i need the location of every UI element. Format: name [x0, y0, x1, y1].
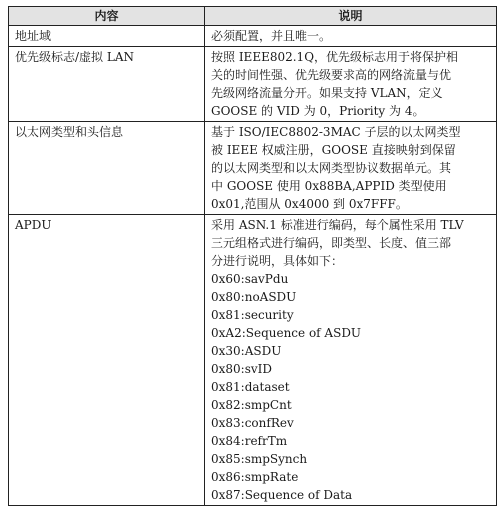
table-row-vlan — [9, 47, 497, 122]
desc-line: 0x81:dataset — [211, 380, 290, 394]
row-name: APDU — [15, 218, 52, 232]
desc-line: 采用 ASN.1 标准进行编码，每个属性采用 TLV — [211, 218, 464, 232]
desc-line: 0x85:smpSynch — [211, 452, 308, 466]
header-description: 说明 — [205, 7, 497, 26]
desc-line: 关的时间性强、优先级要求高的网络流量与优 — [211, 68, 452, 82]
desc-line: 基于 ISO/IEC8802-3MAC 子层的以太网类型 — [211, 125, 461, 139]
table-row-ethertype — [9, 122, 497, 215]
desc-line: 0x60:savPdu — [211, 272, 289, 286]
desc-line: 0x30:ASDU — [211, 344, 282, 358]
row-name: 优先级标志/虚拟 LAN — [15, 50, 134, 64]
header-content: 内容 — [9, 7, 205, 26]
row-desc-cell — [205, 122, 497, 215]
desc-line: GOOSE 的 VID 为 0，Priority 为 4。 — [211, 104, 425, 118]
desc-line: 0x80:svID — [211, 362, 273, 376]
desc-line: 分进行说明，具体如下： — [211, 254, 344, 268]
desc-line: 中 GOOSE 使用 0x88BA,APPID 类型使用 — [211, 179, 447, 193]
table-row-apdu — [9, 215, 497, 506]
desc-line: 0x82:smpCnt — [211, 398, 292, 412]
row-name-cell — [9, 26, 205, 47]
desc-line: 必须配置，并且唯一。 — [211, 29, 332, 43]
desc-line: 0xA2:Sequence of ASDU — [211, 326, 362, 340]
spec-table — [8, 6, 497, 506]
desc-line: 0x80:noASDU — [211, 290, 297, 304]
table-header-row — [9, 7, 497, 26]
row-name-cell — [9, 215, 205, 506]
desc-line: 0x83:confRev — [211, 416, 294, 430]
table-row-address — [9, 26, 497, 47]
desc-line: 0x01,范围从 0x4000 到 0x7FFF。 — [211, 197, 408, 211]
desc-line: 0x84:refrTm — [211, 434, 288, 448]
row-desc-cell — [205, 215, 497, 506]
desc-line: 的以太网类型和以太网类型协议数据单元。其 — [211, 161, 452, 175]
desc-line: 0x86:smpRate — [211, 470, 299, 484]
desc-line: 按照 IEEE802.1Q，优先级标志用于将保护相 — [211, 50, 459, 64]
row-name-cell — [9, 47, 205, 122]
desc-line: 先级网络流量分开。如果支持 VLAN，定义 — [211, 86, 443, 100]
row-desc-cell — [205, 47, 497, 122]
desc-line: 三元组格式进行编码，即类型、长度、值三部 — [211, 236, 452, 250]
desc-line: 被 IEEE 权威注册，GOOSE 直接映射到保留 — [211, 143, 456, 157]
row-desc-cell — [205, 26, 497, 47]
row-name-cell — [9, 122, 205, 215]
desc-line: 0x87:Sequence of Data — [211, 488, 353, 502]
row-name: 地址域 — [15, 29, 52, 43]
row-name: 以太网类型和头信息 — [15, 125, 124, 139]
desc-line: 0x81:security — [211, 308, 294, 322]
